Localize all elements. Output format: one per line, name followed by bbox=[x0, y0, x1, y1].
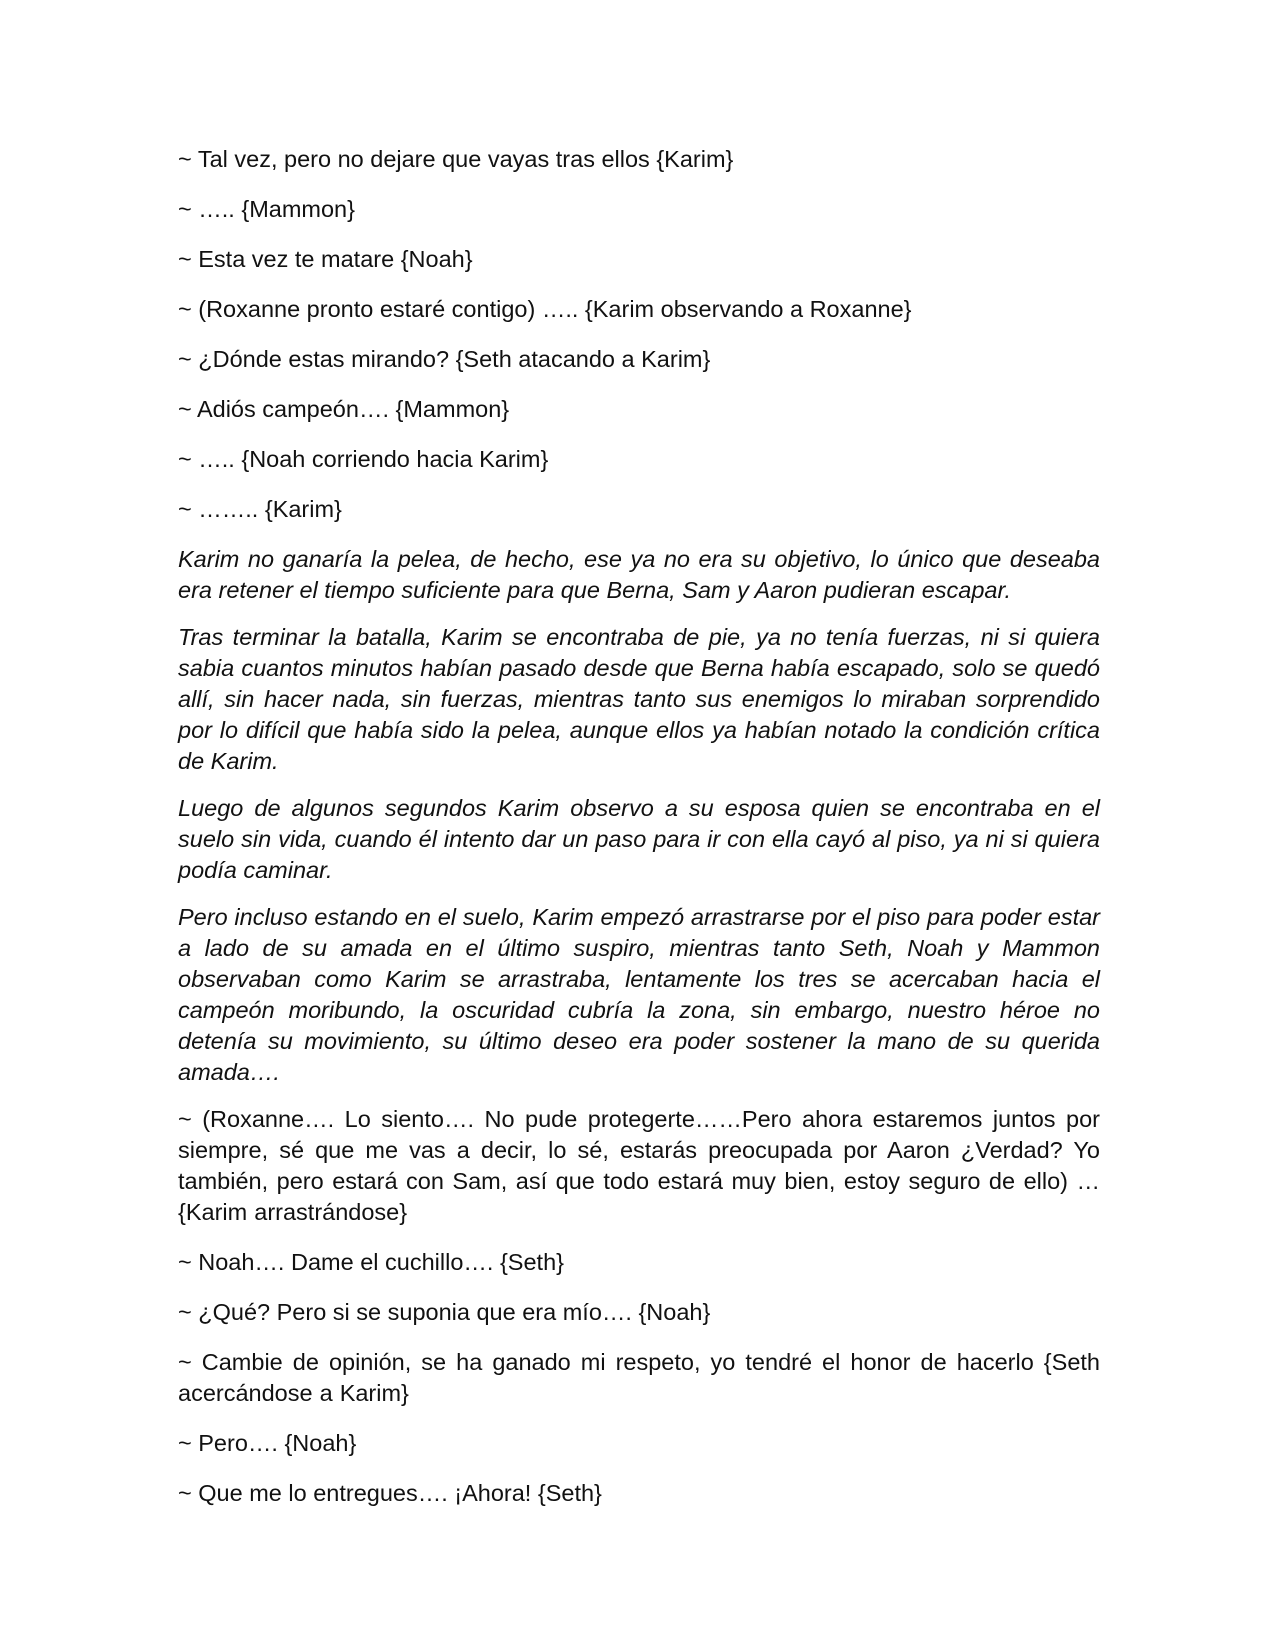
dialogue-line: ~ Que me lo entregues…. ¡Ahora! {Seth} bbox=[178, 1480, 602, 1506]
narration-paragraph: Karim no ganaría la pelea, de hecho, ese ya no era su objetivo, lo único que deseaba era retener el tiempo suficiente para que Berna, Sam y Aaron pudieran escapar. bbox=[178, 546, 1100, 603]
dialogue-line: ~ …….. {Karim} bbox=[178, 496, 342, 522]
dialogue-line: ~ ….. {Noah corriendo hacia Karim} bbox=[178, 446, 549, 472]
narration-paragraph: Luego de algunos segundos Karim observo a su esposa quien se encontraba en el suelo sin vida, cuando él intento dar un paso para ir con ella cayó al piso, ya ni si quiera podía caminar. bbox=[178, 795, 1100, 883]
dialogue-paragraph: ~ (Roxanne…. Lo siento…. No pude protegerte……Pero ahora estaremos juntos por siempre, sé que me vas a decir, lo sé, estarás preocupada por Aaron ¿Verdad? Yo también, pero estará con Sam, así que todo estará muy bien, estoy seguro de ello) … {Karim arrastrándose} bbox=[178, 1106, 1100, 1225]
dialogue-line: ~ Tal vez, pero no dejare que vayas tras ellos {Karim} bbox=[178, 146, 734, 172]
dialogue-line: ~ Pero…. {Noah} bbox=[178, 1430, 357, 1456]
dialogue-line: ~ ¿Qué? Pero si se suponia que era mío…. {Noah} bbox=[178, 1299, 711, 1325]
dialogue-line: ~ ¿Dónde estas mirando? {Seth atacando a Karim} bbox=[178, 346, 711, 372]
dialogue-line: ~ ….. {Mammon} bbox=[178, 196, 355, 222]
dialogue-line: ~ (Roxanne pronto estaré contigo) ….. {Karim observando a Roxanne} bbox=[178, 296, 912, 322]
dialogue-line: ~ Esta vez te matare {Noah} bbox=[178, 246, 473, 272]
narration-paragraph: Tras terminar la batalla, Karim se encontraba de pie, ya no tenía fuerzas, ni si quiera sabia cuantos minutos habían pasado desde que Berna había escapado, solo se quedó allí, sin hacer nada, sin fuerzas, mientras tanto sus enemigos lo miraban sorprendido por lo difícil que había sido la pelea, aunque ellos ya habían notado la condición crítica de Karim. bbox=[178, 624, 1100, 774]
narration-paragraph: Pero incluso estando en el suelo, Karim empezó arrastrarse por el piso para poder estar a lado de su amada en el último suspiro, mientras tanto Seth, Noah y Mammon observaban como Karim se arrastraba, lentamente los tres se acercaban hacia el campeón moribundo, la oscuridad cubría la zona, sin embargo, nuestro héroe no detenía su movimiento, su último deseo era poder sostener la mano de su querida amada…. bbox=[178, 904, 1100, 1085]
story-text bbox=[178, 144, 1100, 1528]
dialogue-line: ~ Noah…. Dame el cuchillo…. {Seth} bbox=[178, 1249, 564, 1275]
dialogue-paragraph: ~ Cambie de opinión, se ha ganado mi respeto, yo tendré el honor de hacerlo {Seth acercándose a Karim} bbox=[178, 1349, 1100, 1406]
dialogue-line: ~ Adiós campeón…. {Mammon} bbox=[178, 396, 510, 422]
